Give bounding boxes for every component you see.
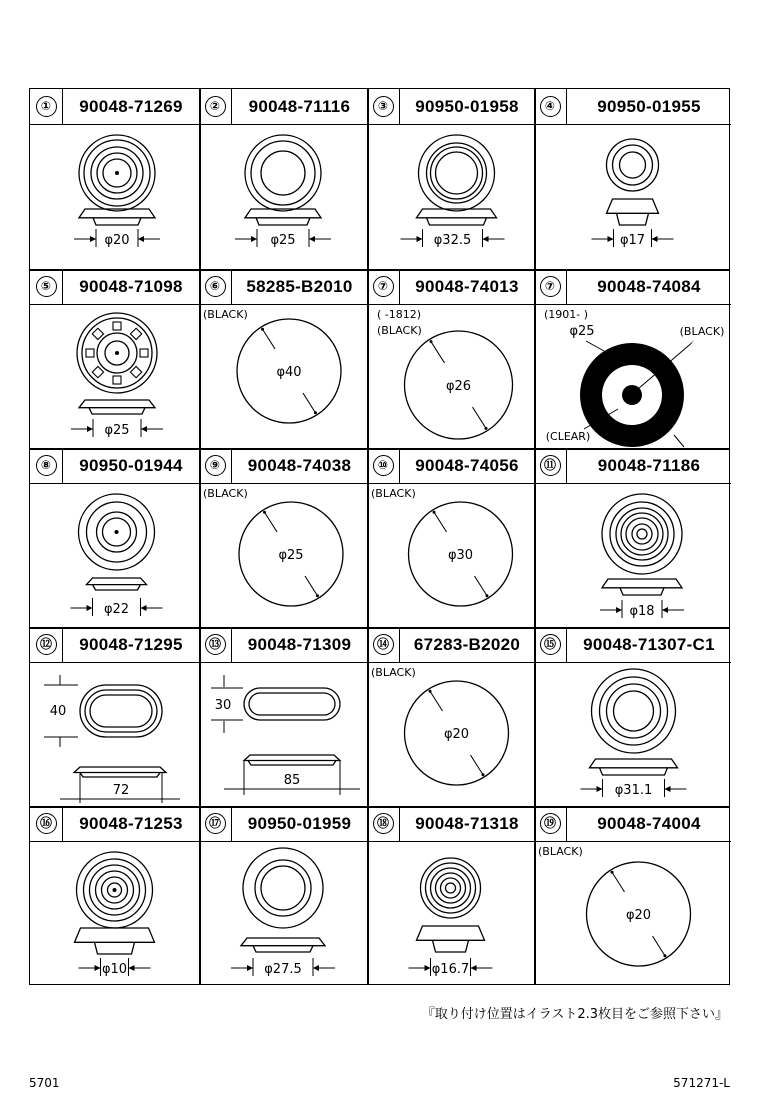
part-number[interactable]: 58285-B2010 [246,276,353,296]
part-illustration [367,842,534,986]
part-illustration [367,663,534,807]
part-illustration [367,484,534,628]
dimension-label: φ27.5 [264,962,302,977]
part-cell [199,89,367,269]
part-header [30,448,199,484]
part-header [199,627,367,663]
part-cell [534,448,731,628]
part-header [199,448,367,484]
part-cell [199,269,367,449]
dimension-label: φ25 [569,324,595,339]
callout-number [30,627,63,662]
callout-number-label: ⑲ [540,813,561,834]
callout-number [534,448,567,483]
oval-grommet-top-view [80,685,162,737]
color-label: (BLACK) [371,666,416,679]
part-cell [30,89,199,269]
part-illustration [30,663,199,807]
grommet-side-view [607,199,659,225]
part-cell [534,806,731,986]
part-illustration [534,484,731,628]
dimension-label: φ25 [104,423,130,438]
callout-number [199,89,232,124]
part-illustration [30,484,199,628]
grommet-top-view [419,135,495,211]
grommet-top-view [245,135,321,211]
dimension-label: φ17 [619,233,646,248]
date-range-label: ( -1812) [377,308,422,321]
part-header [367,806,534,842]
callout-number [534,806,567,841]
part-header [199,269,367,305]
dimension-label: φ25 [270,233,296,248]
part-number[interactable]: 90048-71253 [79,813,183,833]
part-number[interactable]: 90048-71309 [247,634,352,654]
callout-number-label: ② [205,96,226,117]
part-number[interactable]: 90048-71318 [415,813,519,833]
color-label: (BLACK) [538,845,583,858]
part-header [30,269,199,305]
callout-number-label: ⑥ [205,276,226,297]
dimension-label: φ25 [278,548,304,563]
callout-number [30,269,63,304]
part-illustration [199,125,367,269]
part-number[interactable]: 90950-01944 [79,455,183,475]
height-label: 30 [214,698,232,713]
oval-grommet-side-view [244,755,340,765]
grommet-side-view [602,579,682,595]
part-cell [199,806,367,986]
part-number[interactable]: 90048-74004 [597,813,701,833]
part-header [367,448,534,484]
grommet-top-view [607,139,659,191]
part-illustration [199,663,367,807]
grommet-side-view [79,400,155,414]
part-illustration [534,125,731,269]
callout-number [199,448,232,483]
callout-number [30,806,63,841]
part-header [30,806,199,842]
oval-grommet-top-view [244,688,340,720]
date-range-label: (1901- ) [544,308,589,321]
callout-number [534,627,567,662]
part-illustration [199,842,367,986]
callout-number-label: ⑮ [540,634,561,655]
part-number[interactable]: 90048-71116 [248,96,351,116]
part-cell [30,448,199,628]
callout-number-label: ⑤ [36,276,57,297]
color-label: (BLACK) [203,308,248,321]
callout-number [30,448,63,483]
height-label: 40 [49,704,67,719]
grommet-top-view [592,669,676,753]
color-label: (BLACK) [377,324,422,337]
callout-number [367,448,400,483]
part-number[interactable]: 90950-01959 [247,813,352,833]
color-label: (BLACK) [203,487,248,500]
part-cell [199,448,367,628]
callout-number-label: ④ [540,96,561,117]
dimension-label: φ18 [629,604,655,619]
part-illustration [367,305,534,449]
color-label-clear: (CLEAR) [545,430,591,443]
part-cell [367,269,534,449]
callout-number-label: ⑦ [373,276,394,297]
part-illustration [199,484,367,628]
part-illustration [30,305,199,449]
part-number[interactable]: 90048-71098 [79,276,183,296]
grommet-side-view [417,926,485,952]
part-header [534,269,731,305]
callout-number [199,269,232,304]
callout-number [367,269,400,304]
part-illustration [534,305,731,449]
part-cell [534,89,731,269]
callout-number-label: ⑪ [540,455,561,476]
color-label-black: (BLACK) [679,325,725,338]
callout-number-label: ⑫ [36,634,57,655]
part-illustration [30,125,199,269]
part-header [199,806,367,842]
part-illustration [30,842,199,986]
part-number[interactable]: 90048-71295 [79,634,183,654]
callout-number-label: ⑱ [373,813,394,834]
part-cell [30,806,199,986]
part-cell [367,89,534,269]
part-number[interactable]: 90048-74084 [597,276,701,296]
part-cell [30,627,199,807]
dimension-label: φ16.7 [431,962,470,977]
grommet-side-view [241,938,325,952]
part-illustration [534,842,731,986]
dimension-label: φ30 [447,548,474,563]
part-number[interactable]: 90950-01955 [597,96,701,116]
part-header [199,89,367,125]
part-cell [199,627,367,807]
part-illustration [367,125,534,269]
callout-number [367,806,400,841]
callout-number [199,627,232,662]
part-header [534,806,731,842]
callout-number-label: ⑰ [205,813,226,834]
dimension-label: φ20 [443,727,470,742]
part-cell [30,269,199,449]
part-header [367,269,534,305]
part-cell [367,806,534,986]
color-label: (BLACK) [371,487,416,500]
grommet-side-view [87,578,147,590]
part-number[interactable]: 90048-71186 [597,455,701,475]
grommet-top-view [602,494,682,574]
dimension-label: φ32.5 [433,233,472,248]
part-header [534,89,731,125]
parts-grid [29,88,730,985]
part-header [534,627,731,663]
callout-number-label: ① [36,96,57,117]
dimension-label: φ26 [445,379,472,394]
part-header [534,448,731,484]
part-number[interactable]: 90048-74038 [247,455,352,475]
dimension-label: φ31.1 [614,783,653,798]
page-code-left: 5701 [29,1076,60,1090]
callout-number [534,89,567,124]
part-number[interactable]: 90048-71307-C1 [583,634,715,654]
part-cell [534,627,731,807]
part-header [30,89,199,125]
dimension-label: φ20 [625,908,652,923]
grommet-top-view [243,848,323,928]
installation-note: 『取り付け位置はイラスト2.3枚目をご参照下さい』 [421,1007,728,1022]
part-cell [367,448,534,628]
grommet-side-view [590,759,678,775]
callout-number-label: ⑨ [205,455,226,476]
width-label: 85 [283,773,301,788]
part-illustration [199,305,367,449]
callout-number-label: ⑯ [36,813,57,834]
dimension-label: φ20 [104,233,130,248]
callout-number [534,269,567,304]
part-number[interactable]: 90048-74013 [415,276,519,296]
oval-grommet-side-view [74,767,166,777]
callout-number-label: ⑭ [373,634,394,655]
part-header [367,627,534,663]
dimension-label: φ40 [276,365,302,380]
part-header [367,89,534,125]
width-label: 72 [112,783,130,798]
part-cell [367,627,534,807]
part-cell [534,269,731,449]
dimension-label: φ10 [101,962,128,977]
grommet-top-view [421,858,481,918]
callout-number [367,627,400,662]
callout-number-label: ⑧ [36,455,57,476]
part-number[interactable]: 90048-71269 [79,96,183,116]
part-illustration [534,663,731,807]
grommet-side-view [75,928,155,954]
part-header [30,627,199,663]
callout-number [30,89,63,124]
callout-number-label: ⑬ [205,634,226,655]
dimension-label: φ22 [103,602,130,617]
part-number[interactable]: 90048-74056 [415,455,519,475]
callout-number-label: ⑦ [540,276,561,297]
part-number[interactable]: 90950-01958 [415,96,519,116]
part-number[interactable]: 67283-B2020 [413,634,521,654]
callout-number-label: ⑩ [373,455,394,476]
callout-number [199,806,232,841]
callout-number [367,89,400,124]
page-code-right: 571271-L [673,1076,730,1090]
callout-number-label: ③ [373,96,394,117]
